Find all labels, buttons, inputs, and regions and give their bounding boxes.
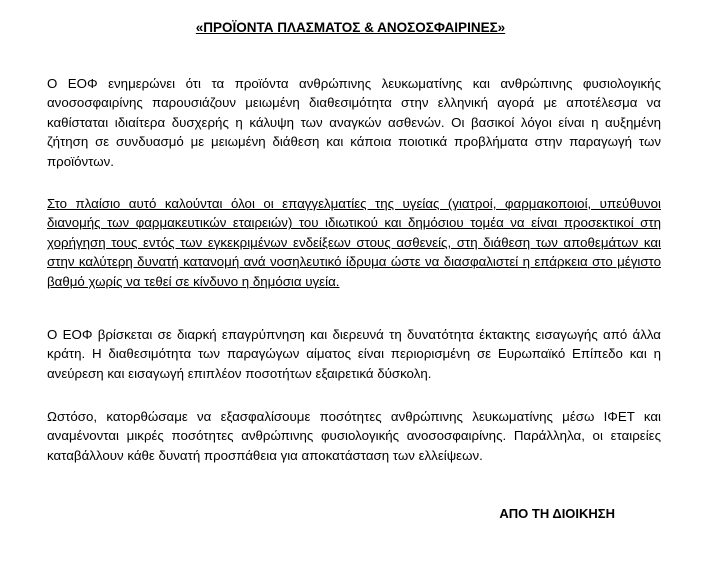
paragraph-eof-vigilance: Ο ΕΟΦ βρίσκεται σε διαρκή επαγρύπνηση και διερευνά τη δυνατότητα έκτακτης εισαγωγής από άλλα κράτη. Η διαθεσιμότητα των παραγώγων αίματος είναι περιορισμένη σε Ευρωπαϊκό Επίπεδο και η ανεύρεση και εισαγωγή επιπλέον ποσοτήτων εξαιρετικά δύσκολη. xyxy=(47,327,661,381)
document-title: «ΠΡΟΪΟΝΤΑ ΠΛΑΣΜΑΤΟΣ & ΑΝΟΣΟΣΦΑΙΡΙΝΕΣ» xyxy=(195,20,506,35)
paragraph-professionals-call: Στο πλαίσιο αυτό καλούνται όλοι οι επαγγελματίες της υγείας (γιατροί, φαρμακοποιοί, υπεύθυνοι διανομής των φαρμακευτικών εταιρειών) του ιδιωτικού και δημόσιου τομέα να είναι προσεκτικοί στη χορήγηση τους εντός των εγκεκριμένων ενδείξεων στους ασθενείς, στη διάθεση των αποθεμάτων και στην καλύτερη δυνατή κατανομή ανά νοσηλευτικό ίδρυμα ώστε να διασφαλιστεί η επάρκεια στο μέγιστο βαθμό χωρίς να τεθεί σε κίνδυνο η δημόσια υγεία. xyxy=(47,196,661,289)
paragraph-supply-update: Ωστόσο, κατορθώσαμε να εξασφαλίσουμε ποσότητες ανθρώπινης λευκωματίνης μέσω ΙΦΕΤ και αναμένονται μικρές ποσότητες ανθρώπινης φυσιολογικής ανοσοσφαιρίνης. Παράλληλα, οι εταιρείες καταβάλλουν κάθε δυνατή προσπάθεια για αποκατάσταση των ελλείψεων. xyxy=(47,409,661,463)
signature: ΑΠΟ ΤΗ ΔΙΟΙΚΗΣΗ xyxy=(499,506,615,521)
paragraph-availability: Ο ΕΟΦ ενημερώνει ότι τα προϊόντα ανθρώπινης λευκωματίνης και ανθρώπινης φυσιολογικής ανοσοσφαιρίνης παρουσιάζουν μειωμένη διαθεσιμότητα στην ελληνική αγορά με αποτέλεσμα να καθίσταται ιδιαίτερα δυσχερής η κάλυψη των αναγκών ασθενών. Οι βασικοί λόγοι είναι η αυξημένη ζήτηση σε συνδυασμό με μειωμένη διάθεση και κάποια ποιοτικά προβλήματα στην παραγωγή των προϊόντων. xyxy=(47,76,661,169)
